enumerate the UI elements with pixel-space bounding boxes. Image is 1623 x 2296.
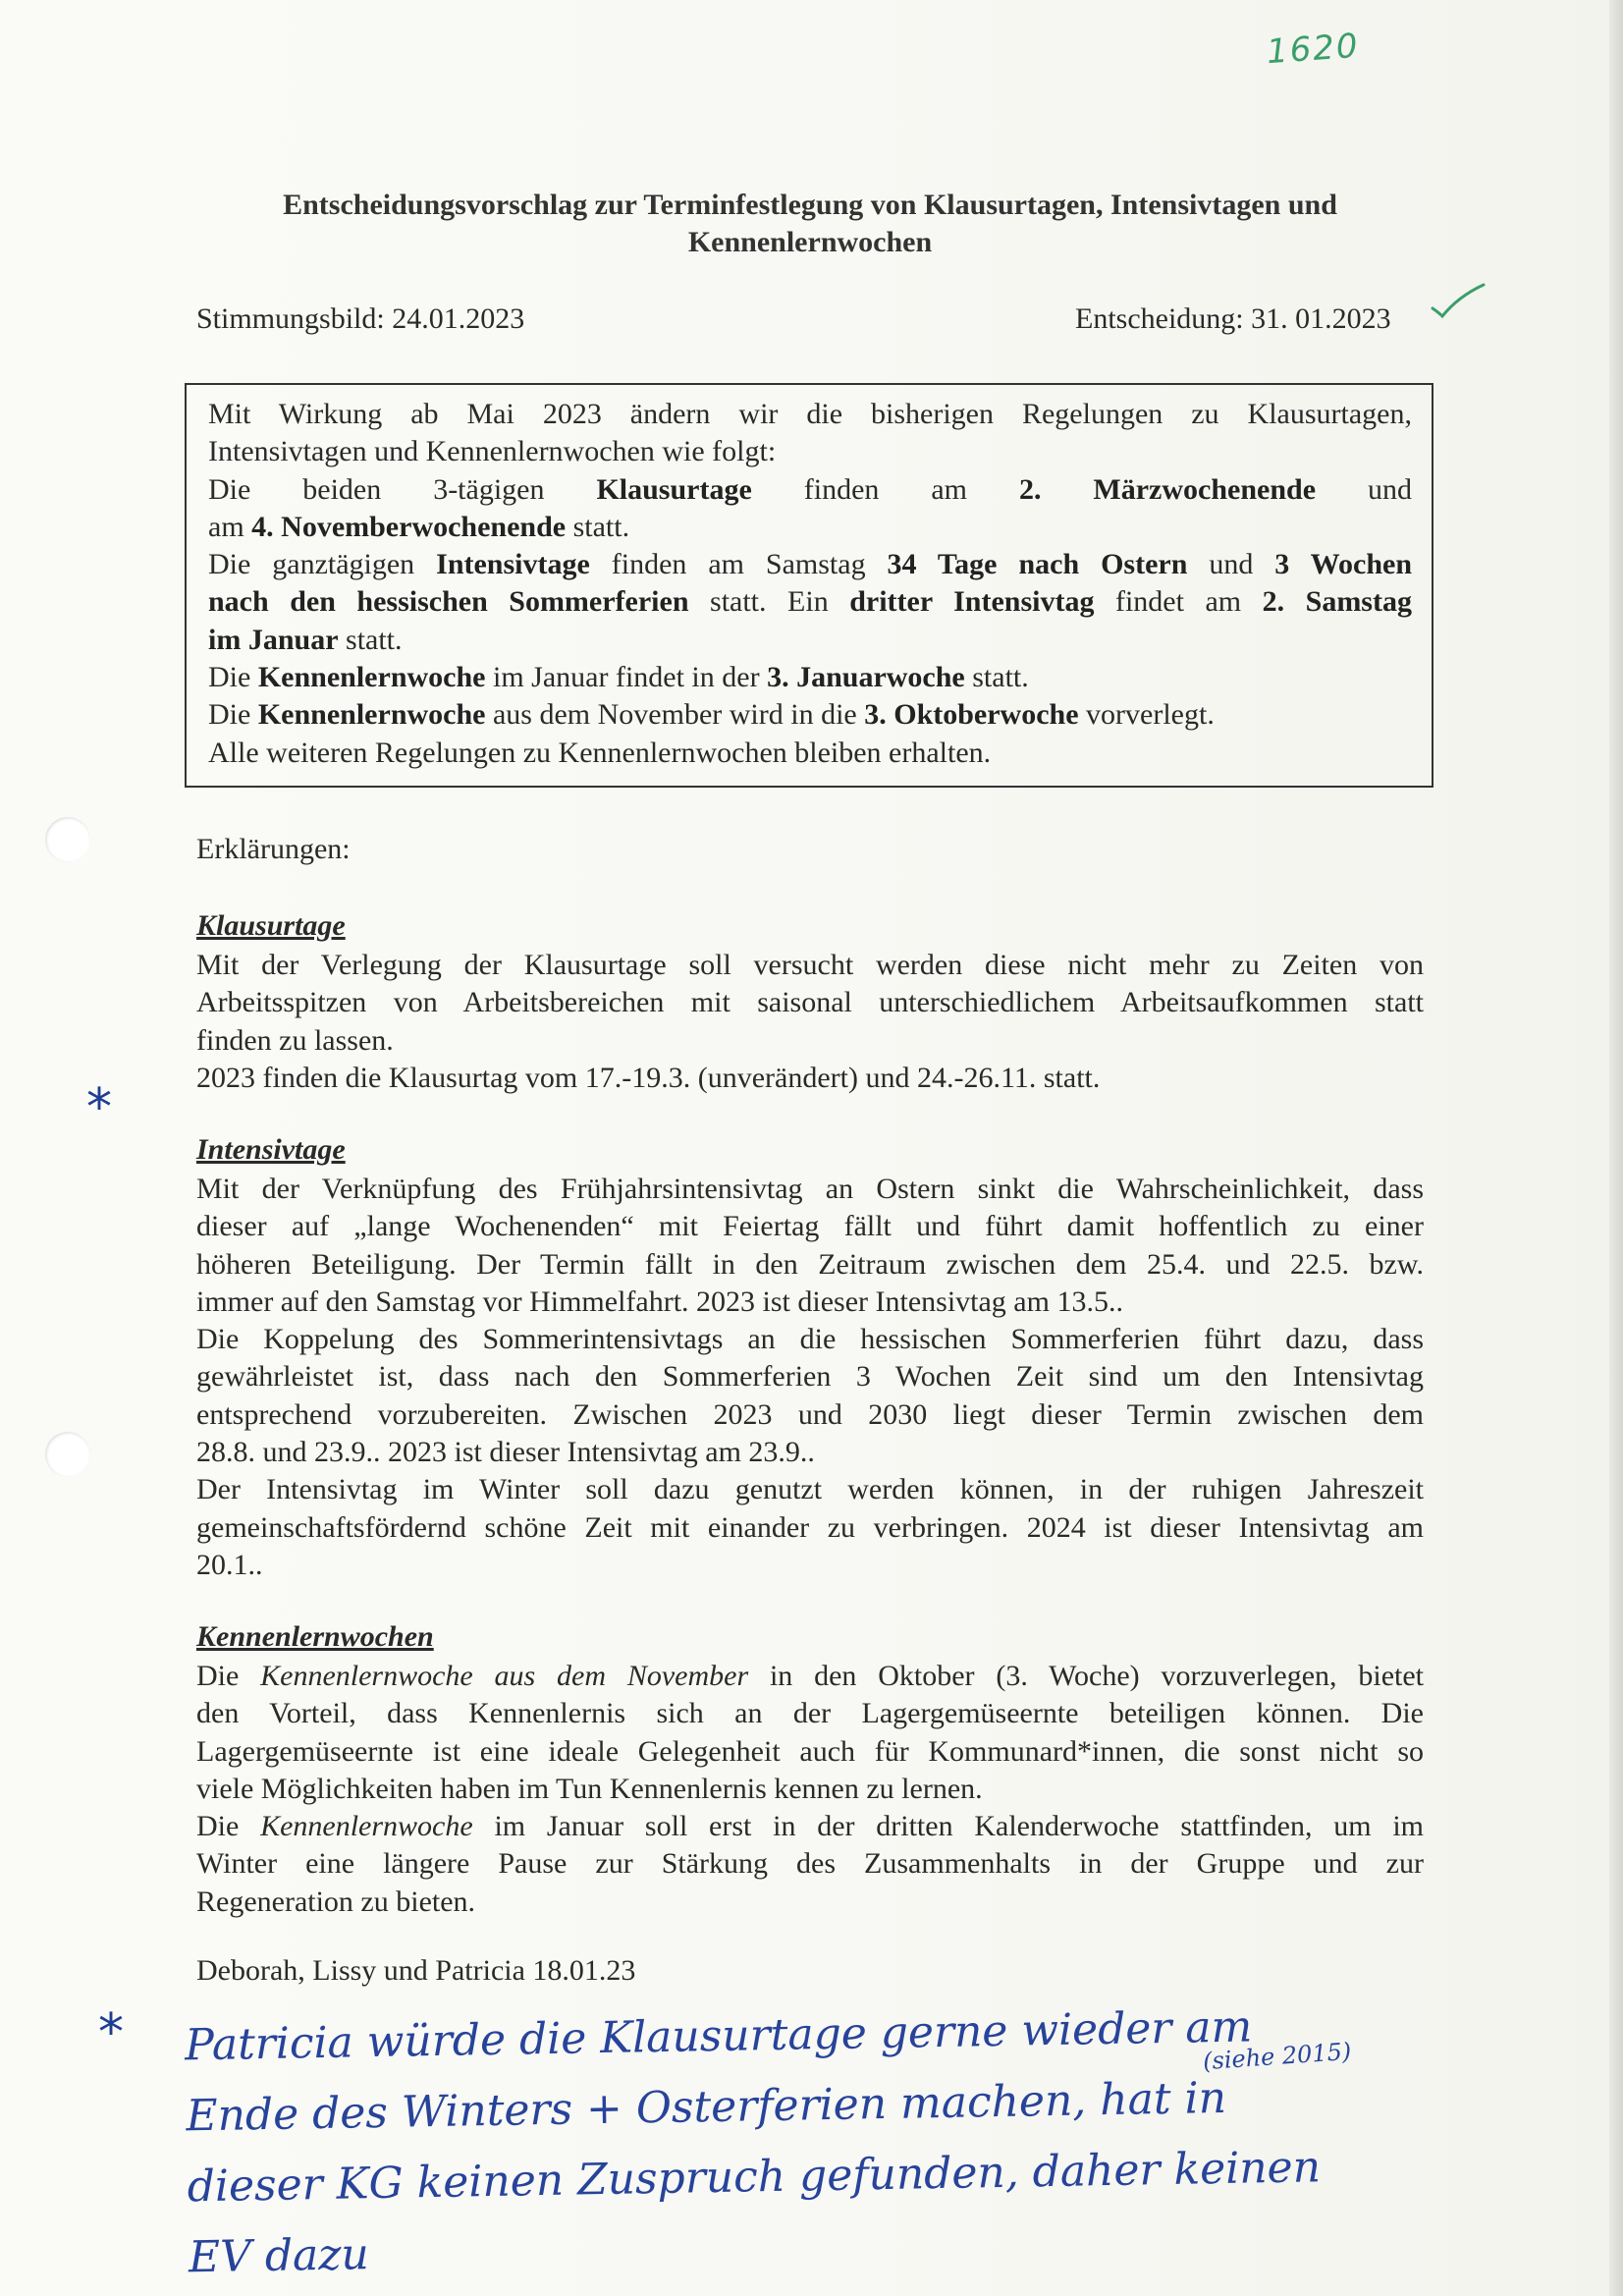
handwritten-line: EV dazu [188,2229,370,2283]
text-line: Winter eine längere Pause zur Stärkung des Zusammenhalts in der Gruppe und zur [196,1847,1424,1881]
handwritten-line: Ende des Winters + Osterferien machen, hat in [186,2072,1227,2142]
text-line: Lagergemüseernte ist eine ideale Gelegenheit auch für Kommunard*innen, die sonst nicht so [196,1734,1424,1768]
text-line: gemeinschaftsfördernd schöne Zeit mit einander zu verbringen. 2024 ist dieser Intensivtag am [196,1510,1424,1544]
page-edge-shadow [1609,0,1623,2296]
text-line: Die Kennenlernwoche im Januar soll erst in der dritten Kalenderwoche stattfinden, um im [196,1810,1424,1843]
klausurtage-paragraph [196,947,1424,1097]
handwritten-line: dieser KG keinen Zuspruch gefunden, daher keinen [187,2142,1322,2213]
klausurtage-heading: Klausurtage [196,909,346,942]
text-line: Der Intensivtag im Winter soll dazu genutzt werden können, in der ruhigen Jahreszeit [196,1473,1424,1506]
text-line: Arbeitsspitzen von Arbeitsbereichen mit saisonal unterschiedlichem Arbeitsaufkommen statt [196,986,1424,1019]
intensivtage-paragraph [196,1171,1424,1584]
box-line-5: Die ganztägigen Intensivtage finden am Samstag 34 Tage nach Ostern und 3 Wochen [208,548,1413,581]
handwritten-asterisk: * [86,1078,112,1137]
authors-signature-line: Deborah, Lissy und Patricia 18.01.23 [196,1954,636,1987]
text-line: 20.1.. [196,1548,263,1581]
text-line: Regeneration zu bieten. [196,1885,476,1918]
text-line: viele Möglichkeiten haben im Tun Kennenlernis kennen zu lernen. [196,1772,983,1805]
text-line: dieser auf „lange Wochenenden“ mit Feiertag fällt und führt damit hoffentlich zu einer [196,1210,1424,1243]
box-line-4: am 4. Novemberwochenende statt. [208,510,630,543]
handwritten-note [185,1987,1584,2294]
handwritten-line: Patricia würde die Klausurtage gerne wieder am [184,2001,1253,2071]
stimmungsbild-date: Stimmungsbild: 24.01.2023 [196,302,525,335]
punch-hole [45,817,90,862]
box-line-8: Die Kennenlernwoche im Januar findet in der 3. Januarwoche statt. [208,661,1029,694]
box-line-1: Mit Wirkung ab Mai 2023 ändern wir die bisherigen Regelungen zu Klausurtagen, [208,398,1412,430]
checkmark-icon [1429,283,1488,322]
text-line: immer auf den Samstag vor Himmelfahrt. 2023 ist dieser Intensivtag am 13.5.. [196,1285,1123,1318]
text-line: höheren Beteiligung. Der Termin fällt in den Zeitraum zwischen dem 25.4. und 22.5. bzw. [196,1247,1424,1281]
decision-box [185,383,1434,788]
document-title [196,187,1424,261]
erklaerungen-label: Erklärungen: [196,833,351,865]
box-line-6: nach den hessischen Sommerferien statt. Ein dritter Intensivtag findet am 2. Samstag [208,585,1412,619]
text-line: entsprechend vorzubereiten. Zwischen 2023 und 2030 liegt dieser Termin zwischen dem [196,1397,1424,1431]
text-line: 28.8. und 23.9.. 2023 ist dieser Intensivtag am 23.9.. [196,1436,815,1469]
punch-hole [45,1432,90,1477]
text-line: gewährleistet ist, dass nach den Sommerferien 3 Wochen Zeit sind um den Intensivtag [196,1360,1424,1394]
box-line-9: Die Kennenlernwoche aus dem November wird in die 3. Oktoberwoche vorverlegt. [208,698,1215,732]
text-line: finden zu lassen. [196,1023,394,1057]
kennenlernwochen-heading: Kennenlernwochen [196,1620,434,1653]
handwritten-asterisk: * [98,2003,124,2062]
text-line: Mit der Verlegung der Klausurtage soll versucht werden diese nicht mehr zu Zeiten von [196,949,1424,981]
box-line-2: Intensivtagen und Kennenlernwochen wie folgt: [208,435,777,468]
entscheidung-date: Entscheidung: 31. 01.2023 [1075,302,1391,335]
handwritten-note-aside: (siehe 2015) [1202,2037,1353,2076]
text-line: Die Kennenlernwoche aus dem November in den Oktober (3. Woche) vorzuverlegen, bietet [196,1660,1424,1692]
intensivtage-heading: Intensivtage [196,1133,346,1166]
text-line: Die Koppelung des Sommerintensivtags an die hessischen Sommerferien führt dazu, dass [196,1323,1424,1356]
text-line: Mit der Verknüpfung des Frühjahrsintensivtag an Ostern sinkt die Wahrscheinlichkeit, dass [196,1173,1424,1205]
handwritten-doc-number: 1620 [1265,26,1361,73]
title-line-1: Entscheidungsvorschlag zur Terminfestlegung von Klausurtagen, Intensivtagen und [283,189,1337,221]
title-line-2: Kennenlernwochen [687,226,933,258]
text-line: 2023 finden die Klausurtag vom 17.-19.3. (unverändert) und 24.-26.11. statt. [196,1061,1101,1094]
kennenlernwochen-paragraph [196,1658,1424,1921]
box-line-10: Alle weiteren Regelungen zu Kennenlernwochen bleiben erhalten. [208,736,992,769]
text-line: den Vorteil, dass Kennenlernis sich an der Lagergemüseernte beteiligen können. Die [196,1697,1424,1730]
box-line-7: im Januar statt. [208,623,403,656]
box-line-3: Die beiden 3-tägigen Klausurtage finden am 2. Märzwochenende und [208,472,1413,506]
